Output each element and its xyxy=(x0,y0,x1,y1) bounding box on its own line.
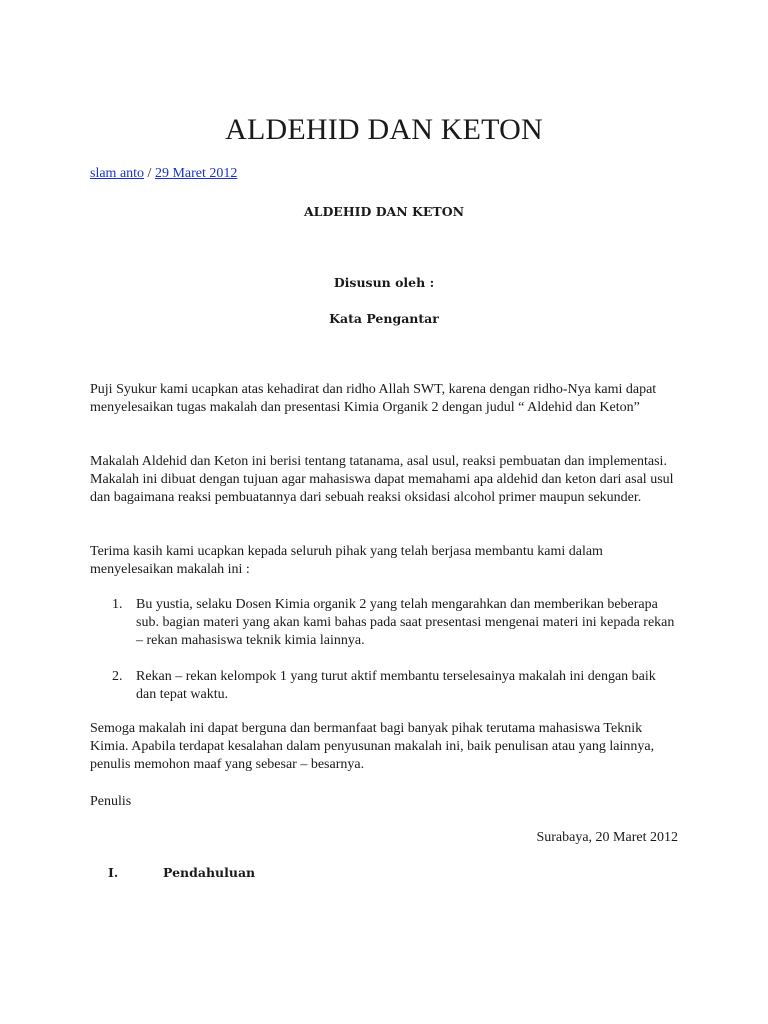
list-item-text: Rekan – rekan kelompok 1 yang turut aktif membantu terselesainya makalah ini dengan baik dan tepat waktu. xyxy=(136,669,656,702)
list-item-text: Bu yustia, selaku Dosen Kimia organik 2 yang telah mengarahkan dan memberikan beberapa sub. bagian materi yang akan kami bahas pada saat presentasi mengenai materi ini kepada rekan – rekan mahasiswa teknik kimia lainnya. xyxy=(136,597,675,648)
paragraph-thanks: Terima kasih kami ucapkan kepada seluruh pihak yang telah berjasa membantu kami dalam menyelesaikan makalah ini : xyxy=(90,544,603,577)
section-title: Pendahuluan xyxy=(163,865,256,880)
disusun-heading: Disusun oleh : xyxy=(333,275,435,290)
list-item-number: 1. xyxy=(112,597,123,612)
section-number: I. xyxy=(108,865,119,880)
document-subtitle: ALDEHID DAN KETON xyxy=(303,204,465,219)
thanks-list xyxy=(90,596,678,704)
list-item xyxy=(90,596,678,650)
page-title: ALDEHID DAN KETON xyxy=(225,113,543,146)
paragraph-author: Penulis xyxy=(90,794,132,809)
list-item xyxy=(90,668,678,704)
list-item-number: 2. xyxy=(112,669,123,684)
kata-pengantar-heading: Kata Pengantar xyxy=(329,311,439,326)
paragraph-intro: Puji Syukur kami ucapkan atas kehadirat dan ridho Allah SWT, karena dengan ridho-Nya kami dapat menyelesaikan tugas makalah dan presentasi Kimia Organik 2 dengan judul “ Aldehid dan Keton” xyxy=(90,382,657,415)
paragraph-closing: Semoga makalah ini dapat berguna dan bermanfaat bagi banyak pihak terutama mahasiswa Teknik Kimia. Apabila terdapat kesalahan dalam penyusunan makalah ini, baik penulisan atau yang lainnya, penulis memohon maaf yang sebesar – besarnya. xyxy=(90,721,655,772)
author-link[interactable]: slam anto xyxy=(90,166,145,181)
byline xyxy=(90,165,237,183)
section-heading xyxy=(108,864,255,882)
byline-separator: / xyxy=(144,166,155,181)
place-date-signoff: Surabaya, 20 Maret 2012 xyxy=(536,830,678,845)
date-link[interactable]: 29 Maret 2012 xyxy=(154,166,238,181)
paragraph-content: Makalah Aldehid dan Keton ini berisi tentang tatanama, asal usul, reaksi pembuatan dan implementasi. Makalah ini dibuat dengan tujuan agar mahasiswa dapat memahami apa aldehid dan keton dari asal usul dan bagaimana reaksi pembuatannya dari sebuah reaksi oksidasi alcohol primer maupun sekunder. xyxy=(90,454,674,505)
